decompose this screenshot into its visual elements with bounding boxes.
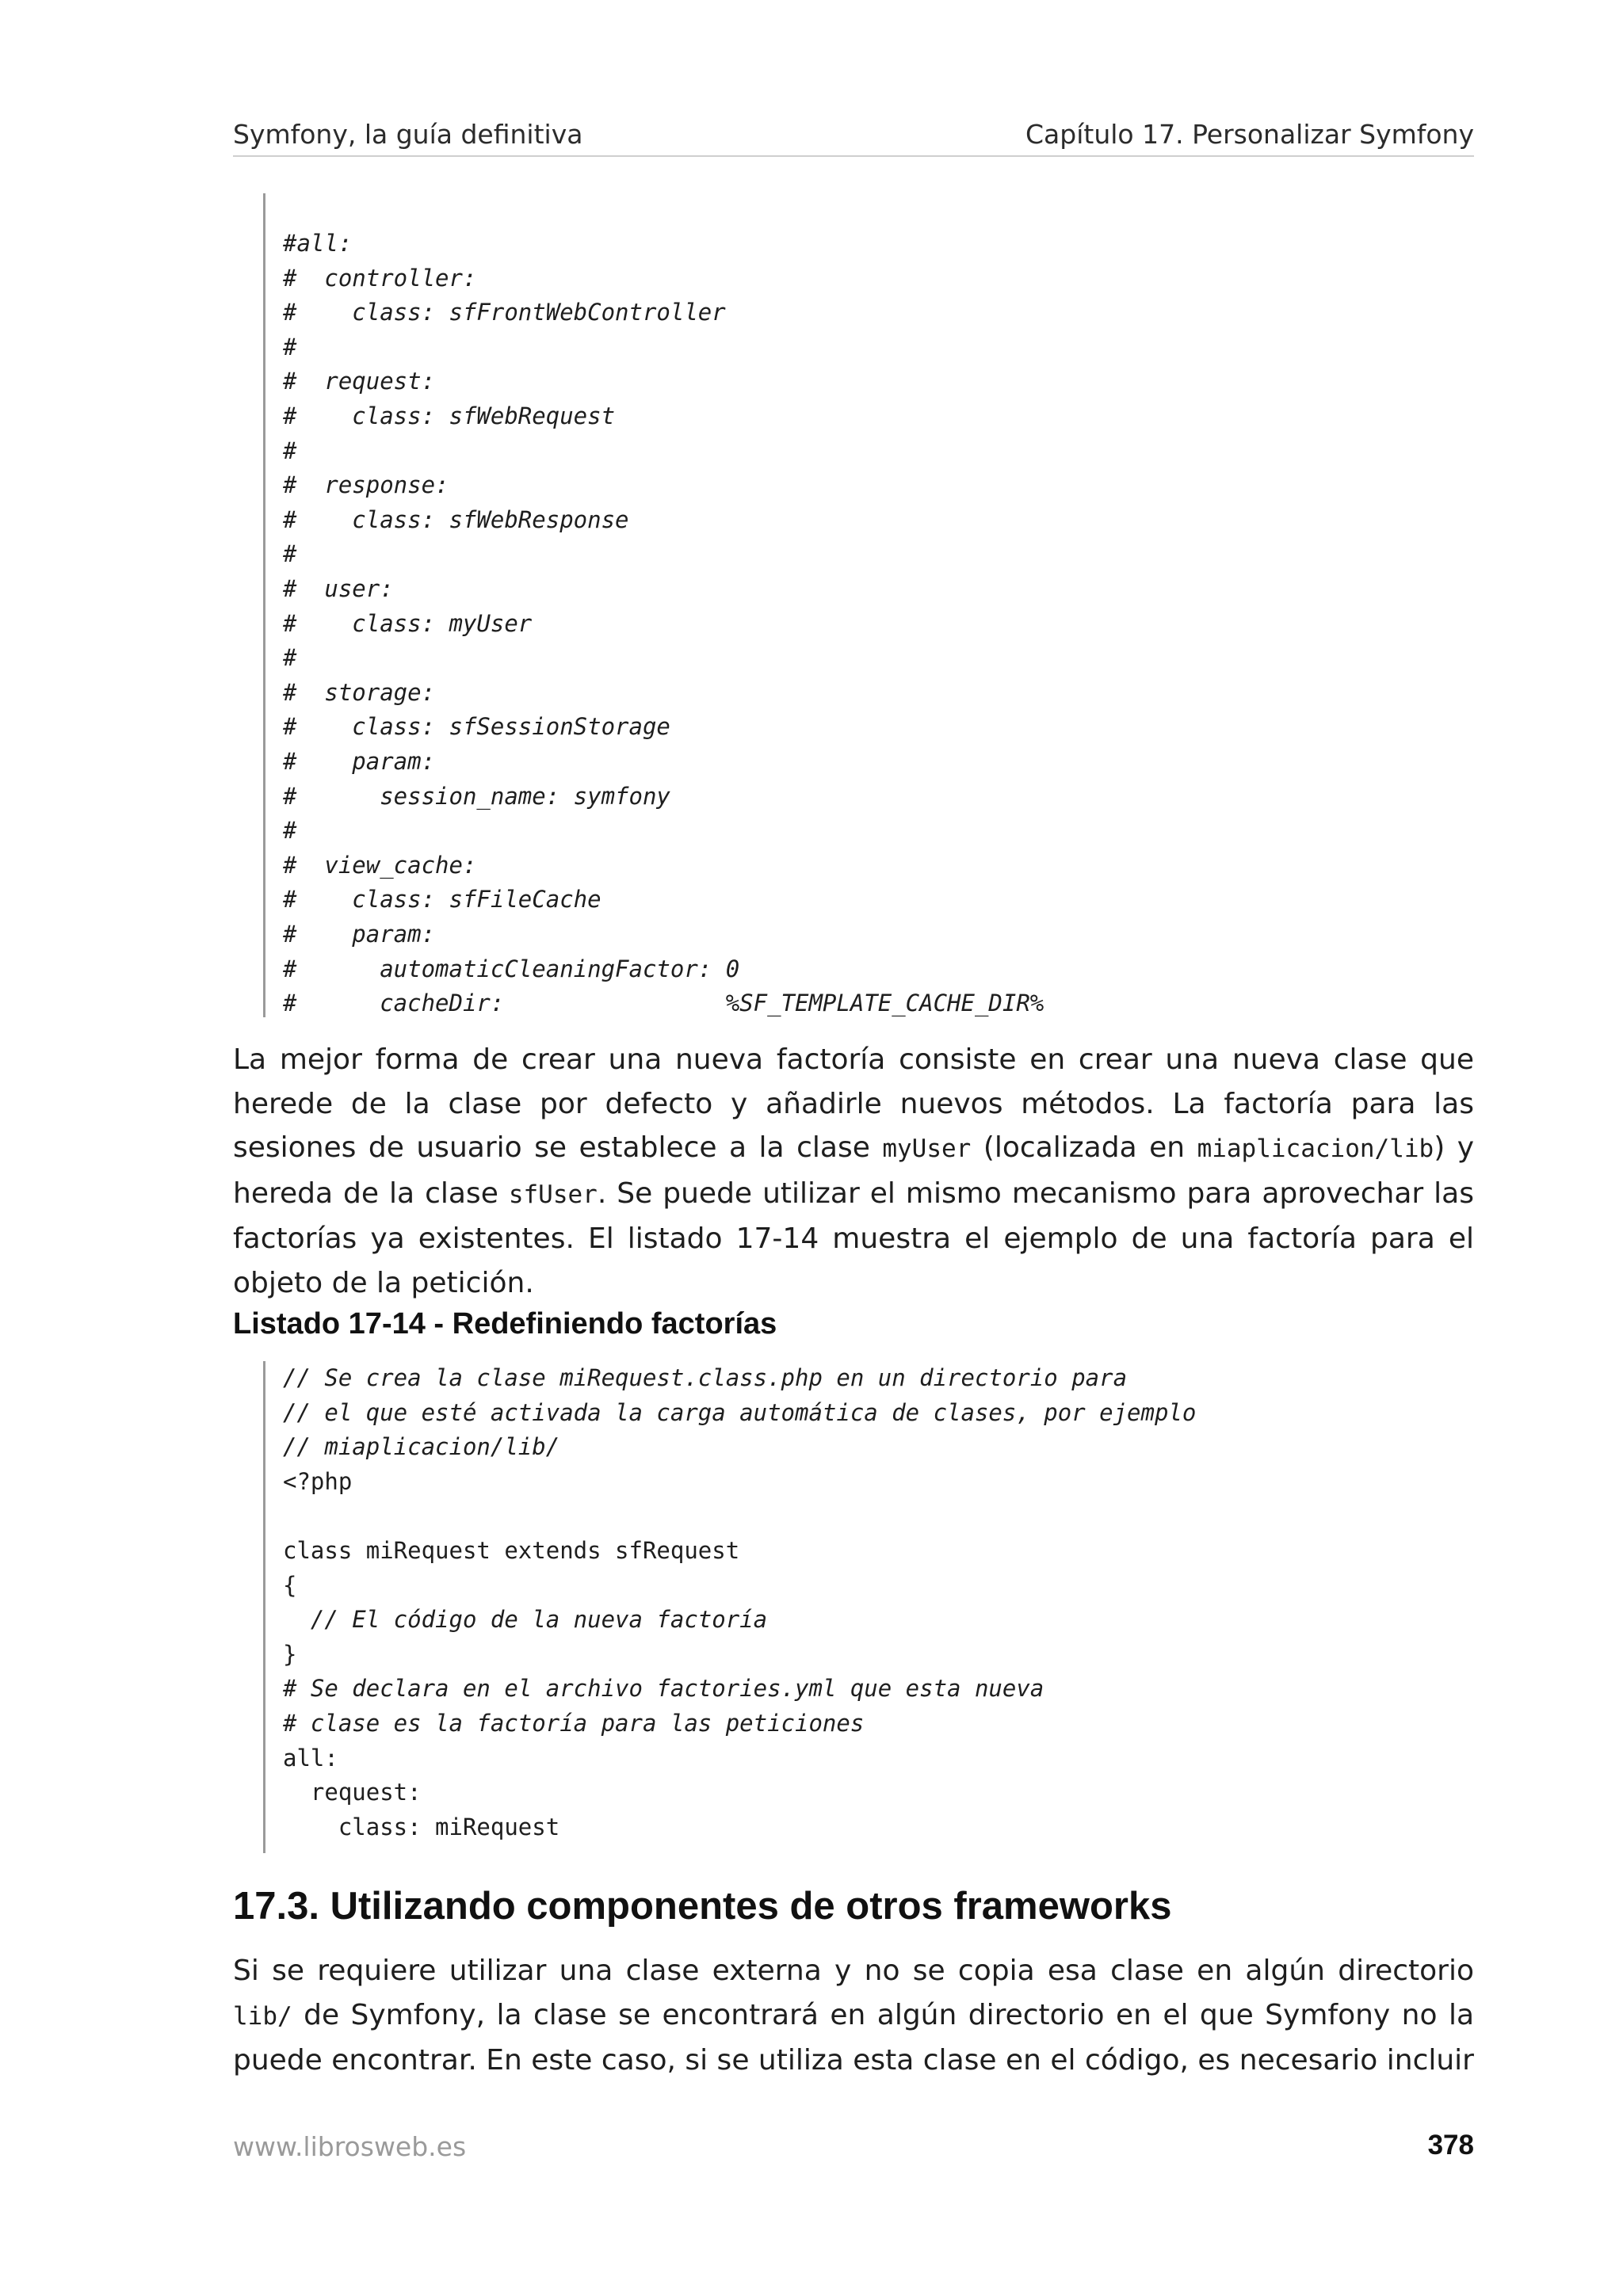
code-line: # class: sfWebRequest (283, 402, 616, 429)
code-line: # class: sfSessionStorage (283, 713, 670, 741)
code-line: # param: (283, 921, 436, 948)
inline-code: myUser (882, 1135, 972, 1164)
code-line: # (283, 437, 297, 464)
paragraph-text: . Se puede utilizar el mismo mecanismo para aprovechar las factorías ya existentes. El listado 17-14 muestra el ejemplo de una factoría para el objeto de la petición. (233, 1177, 1474, 1299)
inline-code: lib/ (233, 2001, 292, 2031)
inline-code: miaplicacion/lib (1197, 1135, 1434, 1164)
code-line: # class: sfFrontWebController (283, 299, 726, 326)
code-line: # response: (283, 471, 449, 499)
code-line: # Se declara en el archivo factories.yml que esta nueva (283, 1675, 1044, 1703)
code-line: # storage: (283, 678, 436, 706)
code-block-listing-17-14 (263, 1361, 1197, 1853)
code-line: # cacheDir: %SF_TEMPLATE_CACHE_DIR% (283, 990, 1044, 1017)
code-line: # class: myUser (283, 609, 533, 637)
code-line: # (283, 644, 297, 672)
section-heading: 17.3. Utilizando componentes de otros frameworks (233, 1885, 1172, 1928)
code-line: # param: (283, 748, 436, 775)
paragraph-external-classes (233, 1949, 1474, 2083)
code-line: // el que esté activada la carga automática de clases, por ejemplo (283, 1398, 1197, 1426)
code-line: # automaticCleaningFactor: 0 (283, 955, 740, 982)
page-number: 378 (1427, 2130, 1474, 2161)
book-title: Symfony, la guía definitiva (233, 119, 583, 150)
code-line: } (283, 1640, 297, 1668)
code-block-factories-config (263, 193, 1044, 1017)
code-line: # class: sfFileCache (283, 886, 601, 913)
code-line: # request: (283, 368, 436, 395)
paragraph-text: de Symfony, la clase se encontrará en algún directorio en el que Symfony no la puede encontrar. En este caso, si se utiliza esta clase en el código, es necesario incluir (233, 1998, 1474, 2077)
chapter-title: Capítulo 17. Personalizar Symfony (1025, 119, 1474, 150)
code-line: # session_name: symfony (283, 782, 670, 810)
paragraph-text: La mejor forma de crear una nueva factoría consiste en crear una nueva clase que herede de la clase por defecto y añadirle nuevos métodos. La factoría para las sesiones de usuario se establece a la clase (233, 1043, 1474, 1165)
code-line: class: miRequest (283, 1813, 560, 1840)
code-line: all: (283, 1744, 338, 1772)
code-line: // Se crea la clase miRequest.class.php en un directorio para (283, 1364, 1128, 1391)
code-line: <?php (283, 1467, 353, 1495)
page-header (233, 119, 1474, 157)
code-line: // El código de la nueva factoría (283, 1606, 768, 1634)
paragraph-text: Si se requiere utilizar una clase externa y no se copia esa clase en algún directorio (233, 1955, 1474, 1987)
code-line: # controller: (283, 264, 477, 292)
code-line: # user: (283, 575, 394, 602)
code-line: #all: (283, 230, 353, 257)
paragraph-text: ) y hereda de la clase (233, 1131, 1475, 1210)
inline-code: sfUser (508, 1180, 598, 1209)
code-line: // miaplicacion/lib/ (283, 1433, 560, 1461)
paragraph-text: (localizada en (971, 1131, 1197, 1165)
listing-caption: Listado 17-14 - Redefiniendo factorías (233, 1307, 777, 1341)
code-line: # class: sfWebResponse (283, 505, 629, 533)
code-line: # (283, 540, 297, 568)
code-line: # (283, 817, 297, 845)
code-line: { (283, 1571, 297, 1599)
paragraph-factories-explanation (233, 1038, 1474, 1306)
code-line: # view_cache: (283, 851, 477, 879)
code-line: request: (283, 1779, 422, 1806)
footer-site-link[interactable]: www.librosweb.es (233, 2131, 467, 2162)
code-line: # (283, 333, 297, 360)
code-line: # clase es la factoría para las peticiones (283, 1710, 865, 1737)
code-line: class miRequest extends sfRequest (283, 1537, 740, 1564)
